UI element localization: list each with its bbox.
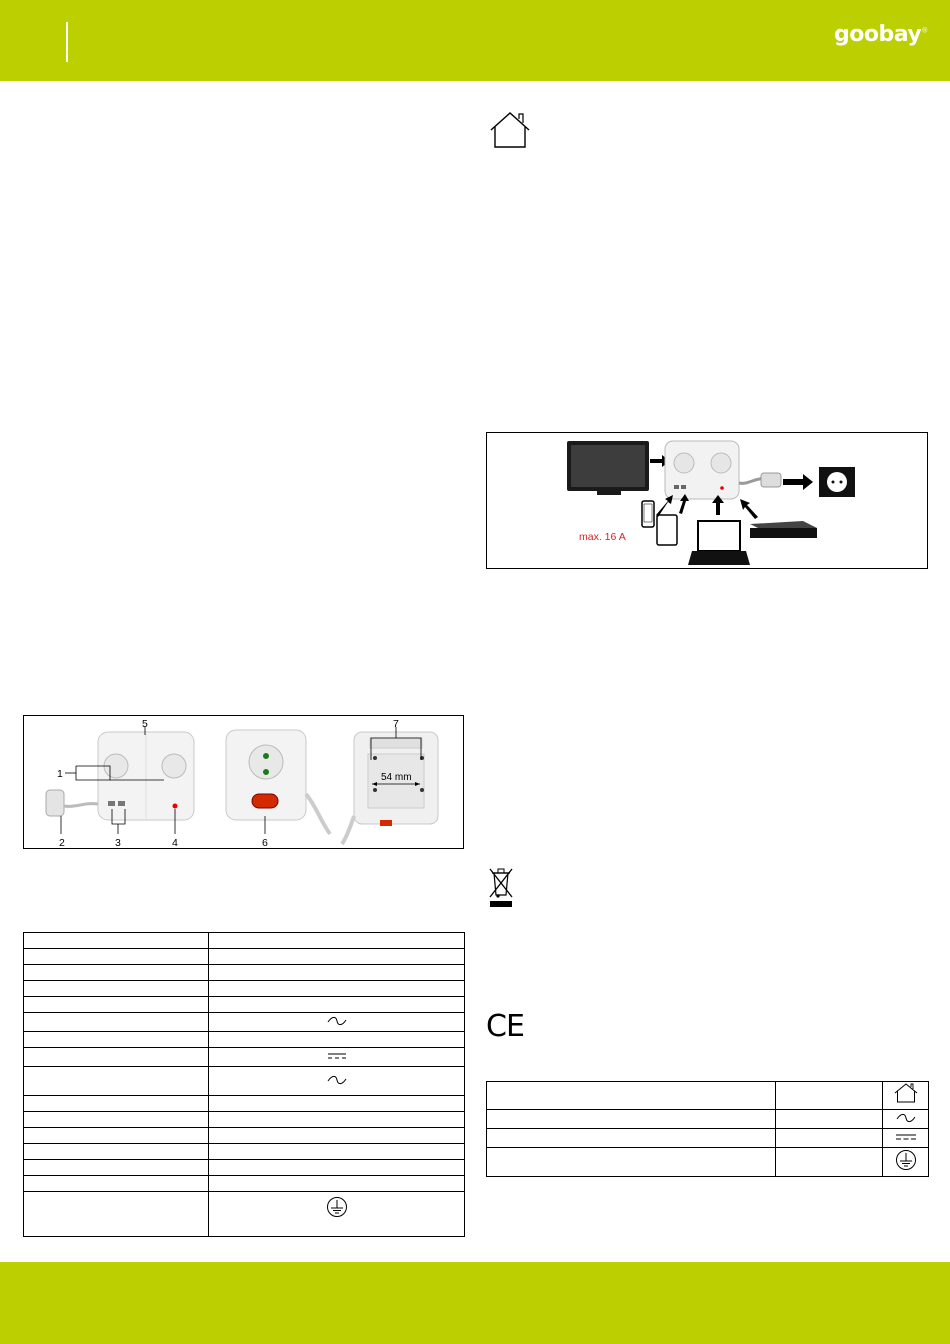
table-row bbox=[24, 1096, 465, 1112]
table-row bbox=[24, 1013, 465, 1032]
table-row bbox=[487, 1148, 929, 1177]
table-row bbox=[24, 1112, 465, 1128]
power-cube-front-view bbox=[98, 732, 194, 820]
brand-registered-mark: ® bbox=[921, 26, 928, 35]
alternating-current-icon bbox=[895, 1113, 917, 1123]
brand-name: goobay bbox=[834, 22, 922, 47]
laptop-icon bbox=[688, 521, 750, 565]
house-icon bbox=[487, 110, 533, 150]
product-parts-figure bbox=[23, 715, 464, 849]
table-row bbox=[24, 981, 465, 997]
table-row bbox=[487, 1110, 929, 1129]
table-row bbox=[24, 1144, 465, 1160]
table-row bbox=[24, 997, 465, 1013]
callout-5: 5 bbox=[142, 718, 148, 730]
tablet-icon bbox=[657, 515, 677, 545]
connection-diagram bbox=[486, 432, 928, 569]
table-row bbox=[24, 1192, 465, 1237]
max-current-label: max. 16 A bbox=[579, 531, 626, 543]
table-row bbox=[24, 933, 465, 949]
table-row bbox=[24, 965, 465, 981]
tv-icon bbox=[567, 441, 649, 495]
house-icon bbox=[893, 1082, 919, 1104]
table-row bbox=[24, 1176, 465, 1192]
technical-data-table bbox=[23, 932, 465, 1237]
alternating-current-icon bbox=[326, 1016, 348, 1026]
callout-6: 6 bbox=[262, 837, 268, 848]
protective-earth-icon bbox=[895, 1149, 917, 1171]
direct-current-icon bbox=[326, 1051, 348, 1061]
mounting-distance-label: 54 mm bbox=[381, 772, 412, 783]
protective-earth-icon bbox=[326, 1196, 348, 1218]
table-row bbox=[487, 1082, 929, 1110]
crossed-out-wheelie-bin-icon bbox=[487, 866, 515, 910]
table-row bbox=[24, 949, 465, 965]
power-cube-switch-view bbox=[226, 730, 330, 834]
callout-2: 2 bbox=[59, 837, 65, 848]
table-row bbox=[487, 1129, 929, 1148]
table-row bbox=[24, 1032, 465, 1048]
header-band bbox=[0, 0, 950, 81]
alternating-current-icon bbox=[326, 1075, 348, 1085]
smartphone-icon bbox=[642, 501, 654, 527]
symbols-table bbox=[486, 1081, 929, 1177]
table-row bbox=[24, 1067, 465, 1096]
table-row bbox=[24, 1048, 465, 1067]
mains-plug-image bbox=[46, 790, 98, 816]
header-divider bbox=[66, 22, 68, 62]
callout-3: 3 bbox=[115, 837, 121, 848]
wall-socket-icon bbox=[819, 467, 855, 497]
direct-current-icon bbox=[894, 1132, 918, 1142]
table-row bbox=[24, 1160, 465, 1176]
set-top-box-icon bbox=[750, 521, 817, 538]
callout-4: 4 bbox=[172, 837, 178, 848]
power-cube-image bbox=[665, 441, 739, 499]
footer-band bbox=[0, 1262, 950, 1344]
callout-1: 1 bbox=[57, 768, 63, 780]
callout-7: 7 bbox=[393, 718, 399, 730]
power-cube-back-view bbox=[342, 732, 438, 844]
goobay-logo bbox=[834, 22, 928, 47]
table-row bbox=[24, 1128, 465, 1144]
ce-mark-icon: CE bbox=[486, 1009, 524, 1044]
